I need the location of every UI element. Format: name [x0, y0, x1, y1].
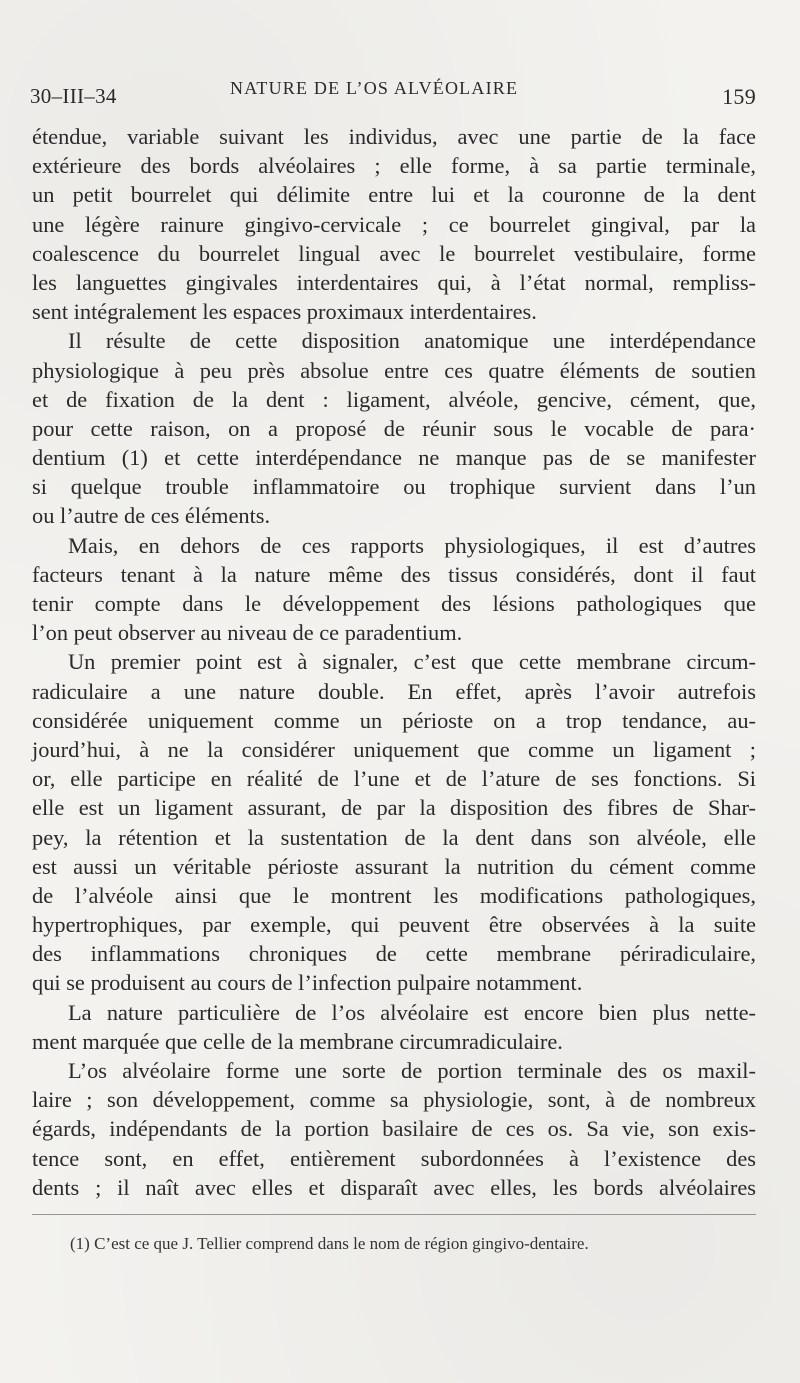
text-line: ment marquée que celle de la membrane circumradiculaire. — [32, 1028, 563, 1054]
text-line: physiologique à peu près absolue entre ces quatre éléments de soutien — [32, 357, 756, 383]
text-line: une légère rainure gingivo-cervicale ; ce bourrelet gingival, par la — [32, 211, 756, 237]
text-line: tence sont, en effet, entièrement subordonnées à l’existence des — [32, 1145, 756, 1171]
running-title: NATURE DE L’OS ALVÉOLAIRE — [230, 78, 519, 98]
text-line: laire ; son développement, comme sa physiologie, sont, à de nombreux — [32, 1087, 756, 1113]
text-line: Il résulte de cette disposition anatomique une interdépendance — [68, 328, 756, 354]
text-line: est aussi un véritable périoste assurant la nutrition du cément comme — [32, 853, 756, 879]
text-line: coalescence du bourrelet lingual avec le bourrelet vestibulaire, forme — [32, 240, 756, 266]
text-line: L’os alvéolaire forme une sorte de portion terminale des os maxil- — [68, 1058, 756, 1083]
text-line: sent intégralement les espaces proximaux interdentaires. — [32, 299, 537, 325]
text-line: elle est un ligament assurant, de par la disposition des fibres de Shar- — [32, 795, 756, 821]
text-line: si quelque trouble inflammatoire ou trophique survient dans l’un — [32, 474, 756, 500]
text-line: considérée uniquement comme un périoste on a trop tendance, au- — [32, 707, 756, 733]
text-line: égards, indépendants de la portion basilaire de ces os. Sa vie, son exis- — [32, 1116, 756, 1142]
date-stamp: 30–III–34 — [30, 84, 117, 108]
text-line: Un premier point est à signaler, c’est que cette membrane circum- — [68, 649, 756, 675]
text-line: dents ; il naît avec elles et disparaît avec elles, les bords alvéolaires — [32, 1174, 756, 1200]
text-line: l’on peut observer au niveau de ce paradentium. — [32, 620, 463, 646]
text-line: La nature particulière de l’os alvéolaire est encore bien plus nette- — [68, 999, 756, 1025]
text-line: Mais, en dehors de ces rapports physiologiques, il est d’autres — [68, 532, 756, 558]
text-line: pour cette raison, on a proposé de réunir sous le vocable de para· — [32, 415, 756, 441]
text-line: or, elle participe en réalité de l’une et de l’ature de ses fonctions. Si — [32, 766, 756, 792]
text-line: radiculaire a une nature double. En effet, après l’avoir autrefois — [32, 678, 756, 704]
text-line: ou l’autre de ces éléments. — [32, 503, 271, 529]
text-line: étendue, variable suivant les individus, avec une partie de la face — [32, 124, 756, 149]
text-line: tenir compte dans le développement des lésions pathologiques que — [32, 591, 756, 616]
footnote: (1) C’est ce que J. Tellier comprend dans le nom de région gingivo-dentaire. — [70, 1234, 589, 1253]
page-number: 159 — [722, 84, 756, 109]
text-line: les languettes gingivales interdentaires qui, à l’état normal, rempliss- — [32, 269, 756, 295]
page-header — [30, 78, 756, 112]
text-line: facteurs tenant à la nature même des tissus considérés, dont il faut — [32, 561, 756, 587]
text-line: pey, la rétention et la sustentation de la dent dans son alvéole, elle — [32, 824, 756, 850]
body-text — [32, 122, 756, 1202]
text-line: de l’alvéole ainsi que le montrent les modifications pathologiques, — [32, 882, 756, 908]
text-line: hypertrophiques, par exemple, qui peuvent être observées à la suite — [32, 912, 756, 938]
text-line: extérieure des bords alvéolaires ; elle forme, à sa partie terminale, — [32, 153, 756, 179]
text-line: un petit bourrelet qui délimite entre lui et la couronne de la dent — [32, 182, 756, 208]
text-line: qui se produisent au cours de l’infection pulpaire notamment. — [32, 970, 583, 996]
text-line: dentium (1) et cette interdépendance ne manque pas de se manifester — [32, 445, 756, 471]
text-line: jourd’hui, à ne la considérer uniquement que comme un ligament ; — [32, 736, 756, 762]
text-line: des inflammations chroniques de cette membrane périradiculaire, — [32, 941, 756, 967]
text-line: et de fixation de la dent : ligament, alvéole, gencive, cément, que, — [32, 386, 756, 412]
footnote-separator — [32, 1214, 756, 1215]
